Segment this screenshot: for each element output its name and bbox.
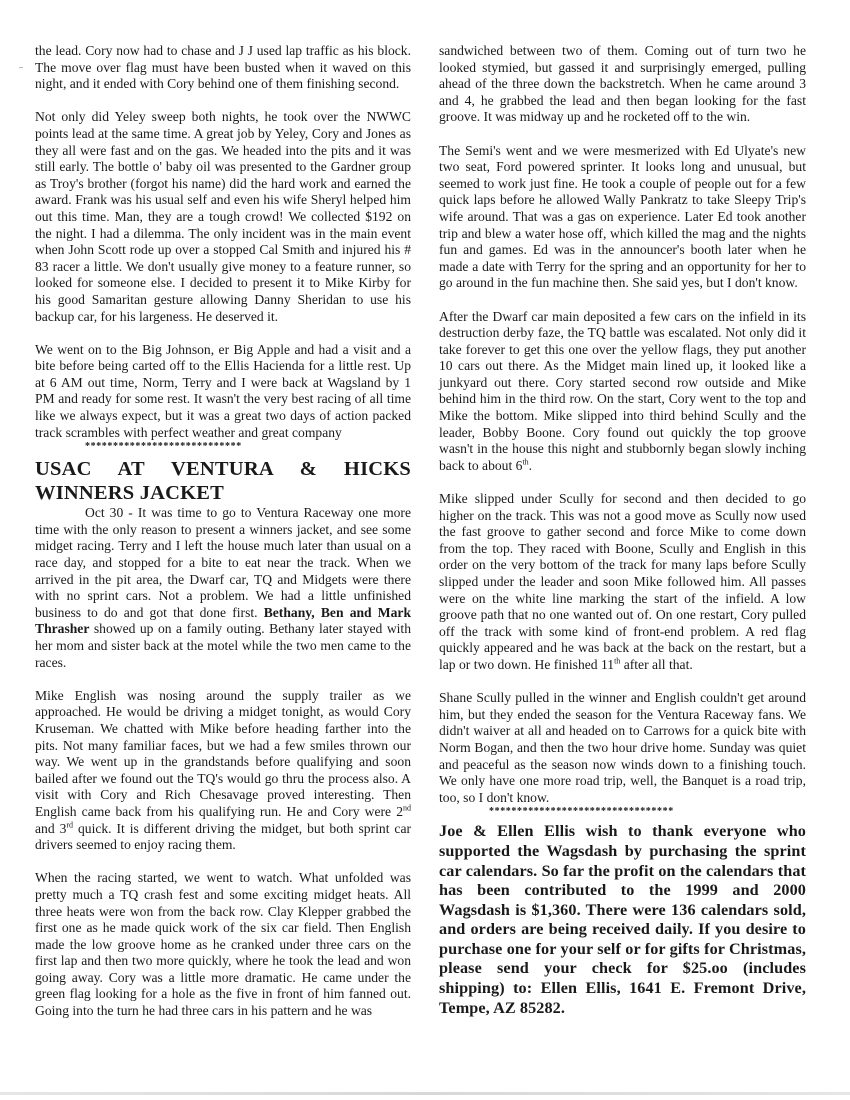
paragraph <box>439 309 806 475</box>
calendar-notice: Joe & Ellen Ellis wish to thank everyone who supported the Wagsdash by purchasing the sprint car calendars. So far the profit on the calendars that has been contributed to the 1999 and 2000 Wagsdash is $1,360. There were 136 calendars sold, and orders are being received daily. If you desire to purchase one for your self or for gifts for Christmas, please send your check for $25.oo (includes shipping) to: Ellen Ellis, 1641 E. Fremont Drive, Tempe, AZ 85282. <box>439 822 806 1017</box>
right-column <box>439 43 806 1018</box>
paragraph <box>35 505 411 671</box>
text: Oct 30 - It was time to go to Ventura Raceway one more time with the only reason to present a winners jacket, and see some midget racing. Terry and I left the house much later than usual on a race day, and stopped for a bite to eat near the track. When we arrived in the pit area, the Dwarf car, TQ and Midgets were there with no sprint cars. Not a problem. We had a little unfinished business to do and got that done first. <box>35 505 411 620</box>
article-heading: USAC AT VENTURA & HICKS WINNERS JACKET <box>35 458 411 505</box>
text: quick. It is different driving the midget, but both sprint car drivers seemed to enjoy racing them. <box>35 820 412 853</box>
bold-names: Bethany, Ben and Mark Thrasher <box>35 604 412 637</box>
text: after all that. <box>620 656 693 672</box>
asterisk-divider: **************************** <box>85 441 242 453</box>
paragraph: When the racing started, we went to watch. What unfolded was pretty much a TQ crash fest and some exciting midget heats. All three heats were won from the back row. Clay Klepper grabbed the first one as he made quick work of the six car field. Then English made the low groove home as he cranked under three cars on the first lap and then two more quickly, where he took the lead and won going away. Cory was a little more dramatic. He came under the green flag looking for a hole as the five in front of him fanned out. Going into the turn he had three cars in his pattern and he was <box>35 870 411 1019</box>
ordinal-suffix: th <box>522 457 529 467</box>
paragraph <box>439 491 806 674</box>
paragraph: Not only did Yeley sweep both nights, he took over the NWWC points lead at the same time. A great job by Yeley, Cory and Jones as they all were fast and on the gas. We headed into the pits and it was still early. The bottle o' baby oil was presented to the Gardner group as Troy's brother (forgot his name) did the hard work and earned the award. Frank was his usual self and even his wife Sheryl helped him out this time. Man, they are a tough crowd! We collected $192 on the night. I had a dilemma. The only incident was in the main event when John Scott rode up over a stopped Cal Smith and injured his # 83 racer a little. We don't usually give money to a feature runner, so looked for someone else. I decided to present it to Mike Kirby for his good Samaritan gesture allowing Danny Sheridan to use his backup car, for his largeness. He deserved it. <box>35 109 411 324</box>
text: showed up on a family outing. Bethany later stayed with her mom and sister back at the motel while the two men came to the races. <box>35 621 411 670</box>
paragraph: Shane Scully pulled in the winner and English couldn't get around him, but they ended the season for the Ventura Raceway fans. We didn't waiver at all and headed on to Carrows for a quick bite with Norm Bogan, and then the two hour drive home. Sunday was quiet and peaceful as the season now winds down to a finishing touch. We only have one more road trip, well, the Banquet is a road trip, too, so I don't know. <box>439 690 806 805</box>
paragraph: We went on to the Big Johnson, er Big Apple and had a visit and a bite before being carted off to the Ellis Hacienda for a little rest. Up at 6 AM out time, Norm, Terry and I were back at Wagsland by 1 PM and ready for some rest. It wasn't the very best racing of all time like we always expect, but it was a great two days of action packed track scrambles with perfect weather and great company <box>35 341 411 440</box>
scan-edge <box>0 1092 850 1095</box>
text: . <box>528 457 533 473</box>
ordinal-suffix: nd <box>403 803 411 813</box>
asterisk-divider: ********************************* <box>489 806 674 818</box>
paragraph: the lead. Cory now had to chase and J J used lap traffic as his block. The move over flag must have been busted when it waved on this night, and it ended with Cory behind one of them finishing second. <box>35 43 411 92</box>
text: and 3 <box>35 820 67 836</box>
ordinal-suffix: th <box>614 656 621 666</box>
paragraph <box>35 688 411 854</box>
text: After the Dwarf car main deposited a few cars on the infield in its destruction derby faze, the TQ battle was escalated. Not only did it take forever to get this one over the yellow flags, they put another 10 cars out there. As the Midget main lined up, it looked like a junkyard out there. Cory started second row outside and Mike behind him in the third row. On the start, Cory went to the top and Mike the bottom. Mike slipped into third behind Scully and the leader, Bobby Boone. Cory found out quickly the top groove wasn't in the house this night and stubbornly began slowly inching back to about 6 <box>439 308 806 473</box>
paragraph: The Semi's went and we were mesmerized with Ed Ulyate's new two seat, Ford powered sprinter. It looks long and unusual, but seemed to work just fine. He took a couple of people out for a few quick laps before he allowed Wally Pankratz to take Sleepy Trip's wife around. That was a gas on experience. Later Ed took another trip and blew a water hose off, which killed the mag and the nights fun and games. Ed was in the announcer's booth later when he made a date with Terry for the spring and an opportunity for her to go around in the fun machine then. She said yes, but I don't know. <box>439 142 806 291</box>
ordinal-suffix: rd <box>66 820 74 829</box>
paragraph: sandwiched between two of them. Coming out of turn two he looked stymied, but gassed it and surprisingly emerged, pulling ahead of the three down the backstretch. When he came around 3 and 4, he grabbed the lead and then began looking for the fast groove. It was midway up and he rocketed off to the win. <box>439 43 806 125</box>
scan-mark <box>19 67 23 68</box>
left-column <box>35 43 411 1020</box>
text: Mike slipped under Scully for second and then decided to go higher on the track. This was not a good move as Scully now used the fast groove to gather second and force Mike to come down from the top. They raced with Boone, Scully and English in this order on the very bottom of the track for many laps before Scully slipped under the leader and soon Mike followed him. All passes were on the white line marking the start of the infield. A low groove path that no one wanted out of. On one restart, Cory pulled off the track with some kind of front-end problem. A red flag quickly appeared and he was back at the back on the restart, but a lap or two down. He finished 11 <box>439 491 806 672</box>
text: Mike English was nosing around the supply trailer as we approached. He would be driving a midget tonight, as would Cory Kruseman. We chatted with Mike before heading farther into the pits. Not many familiar faces, but we had a few smiles thrown our way. We went up in the grandstands before qualifying and soon bailed after we found out the TQ's would go thru the process also. A visit with Cory and Rich Chesavage proved interesting. Then English came back from his qualifying run. He and Cory were 2 <box>35 687 411 819</box>
